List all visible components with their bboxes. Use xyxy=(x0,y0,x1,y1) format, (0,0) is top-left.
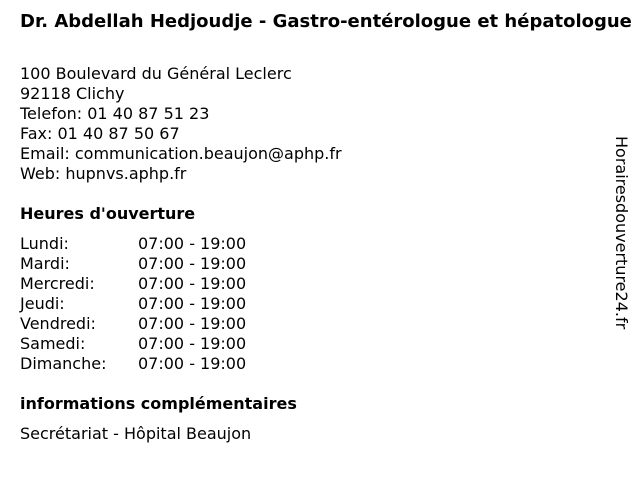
address-street: 100 Boulevard du Général Leclerc xyxy=(20,64,292,83)
day-label: Mercredi: xyxy=(20,274,95,293)
hours-row-sunday xyxy=(20,354,246,374)
page-title: Dr. Abdellah Hedjoudje - Gastro-entérologue et hépatologue xyxy=(20,11,632,32)
additional-info-heading: informations complémentaires xyxy=(20,394,297,413)
hours-row-saturday xyxy=(20,334,246,354)
day-label: Samedi: xyxy=(20,334,86,353)
day-label: Mardi: xyxy=(20,254,70,273)
email-address: Email: communication.beaujon@aphp.fr xyxy=(20,144,342,163)
day-hours: 07:00 - 19:00 xyxy=(138,354,247,373)
additional-info-text: Secrétariat - Hôpital Beaujon xyxy=(20,424,252,443)
hours-row-thursday xyxy=(20,294,246,314)
day-label: Dimanche: xyxy=(20,354,107,373)
day-hours: 07:00 - 19:00 xyxy=(138,314,247,333)
phone-number: Telefon: 01 40 87 51 23 xyxy=(20,104,210,123)
day-hours: 07:00 - 19:00 xyxy=(138,294,247,313)
day-label: Lundi: xyxy=(20,234,69,253)
hours-row-friday xyxy=(20,314,246,334)
opening-hours-heading: Heures d'ouverture xyxy=(20,204,196,223)
hours-row-monday xyxy=(20,234,246,254)
hours-row-tuesday xyxy=(20,254,246,274)
day-hours: 07:00 - 19:00 xyxy=(138,334,247,353)
address-city: 92118 Clichy xyxy=(20,84,125,103)
day-hours: 07:00 - 19:00 xyxy=(138,254,247,273)
fax-number: Fax: 01 40 87 50 67 xyxy=(20,124,180,143)
day-hours: 07:00 - 19:00 xyxy=(138,234,247,253)
hours-row-wednesday xyxy=(20,274,246,294)
day-hours: 07:00 - 19:00 xyxy=(138,274,247,293)
day-label: Vendredi: xyxy=(20,314,96,333)
opening-hours-table xyxy=(20,234,246,374)
contact-block xyxy=(20,64,342,184)
site-watermark xyxy=(611,136,631,372)
day-label: Jeudi: xyxy=(20,294,65,313)
watermark-text: Horairesdouverture24.fr xyxy=(612,136,631,330)
website: Web: hupnvs.aphp.fr xyxy=(20,164,187,183)
